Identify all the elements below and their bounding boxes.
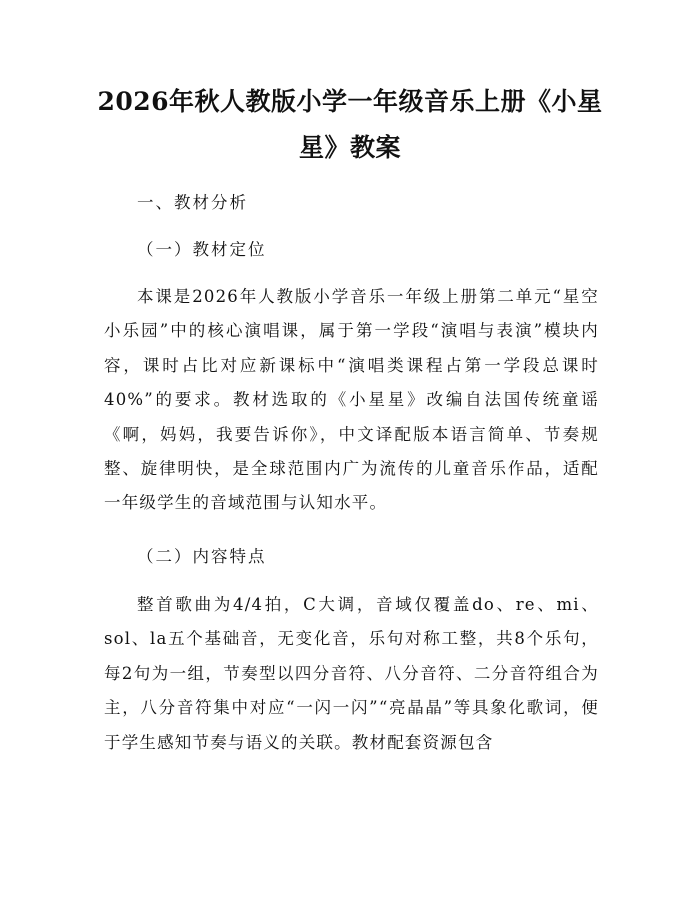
paragraph-positioning: 本课是2026年人教版小学音乐一年级上册第二单元“星空小乐园”中的核心演唱课，属于第一学段“演唱与表演”模块内容，课时占比对应新课标中“演唱类课程占第一学段总课时40%”的要求。教材选取的《小星星》改编自法国传统童谣《啊，妈妈，我要告诉你》，中文译配版本语言简单、节奏规整、旋律明快，是全球范围内广为流传的儿童音乐作品，适配一年级学生的音域范围与认知水平。: [104, 287, 599, 513]
document-title-line-1: 2026年秋人教版小学一年级音乐上册《小星: [97, 87, 603, 116]
section-heading-textbook-analysis: 一、教材分析: [137, 193, 248, 212]
paragraph-content-features: 整首歌曲为4/4拍，C大调，音域仅覆盖do、re、mi、sol、la五个基础音，无变化音，乐句对称工整，共8个乐句，每2句为一组，节奏型以四分音符、八分音符、二分音符组合为主，八分音符集中对应“一闪一闪”“亮晶晶”等具象化歌词，便于学生感知节奏与语义的关联。教材配套资源包含: [104, 595, 599, 752]
document-title-line-2: 星》教案: [298, 133, 401, 162]
subsection-heading-positioning: （一）教材定位: [137, 240, 267, 259]
subsection-heading-content-features: （二）内容特点: [137, 547, 267, 566]
